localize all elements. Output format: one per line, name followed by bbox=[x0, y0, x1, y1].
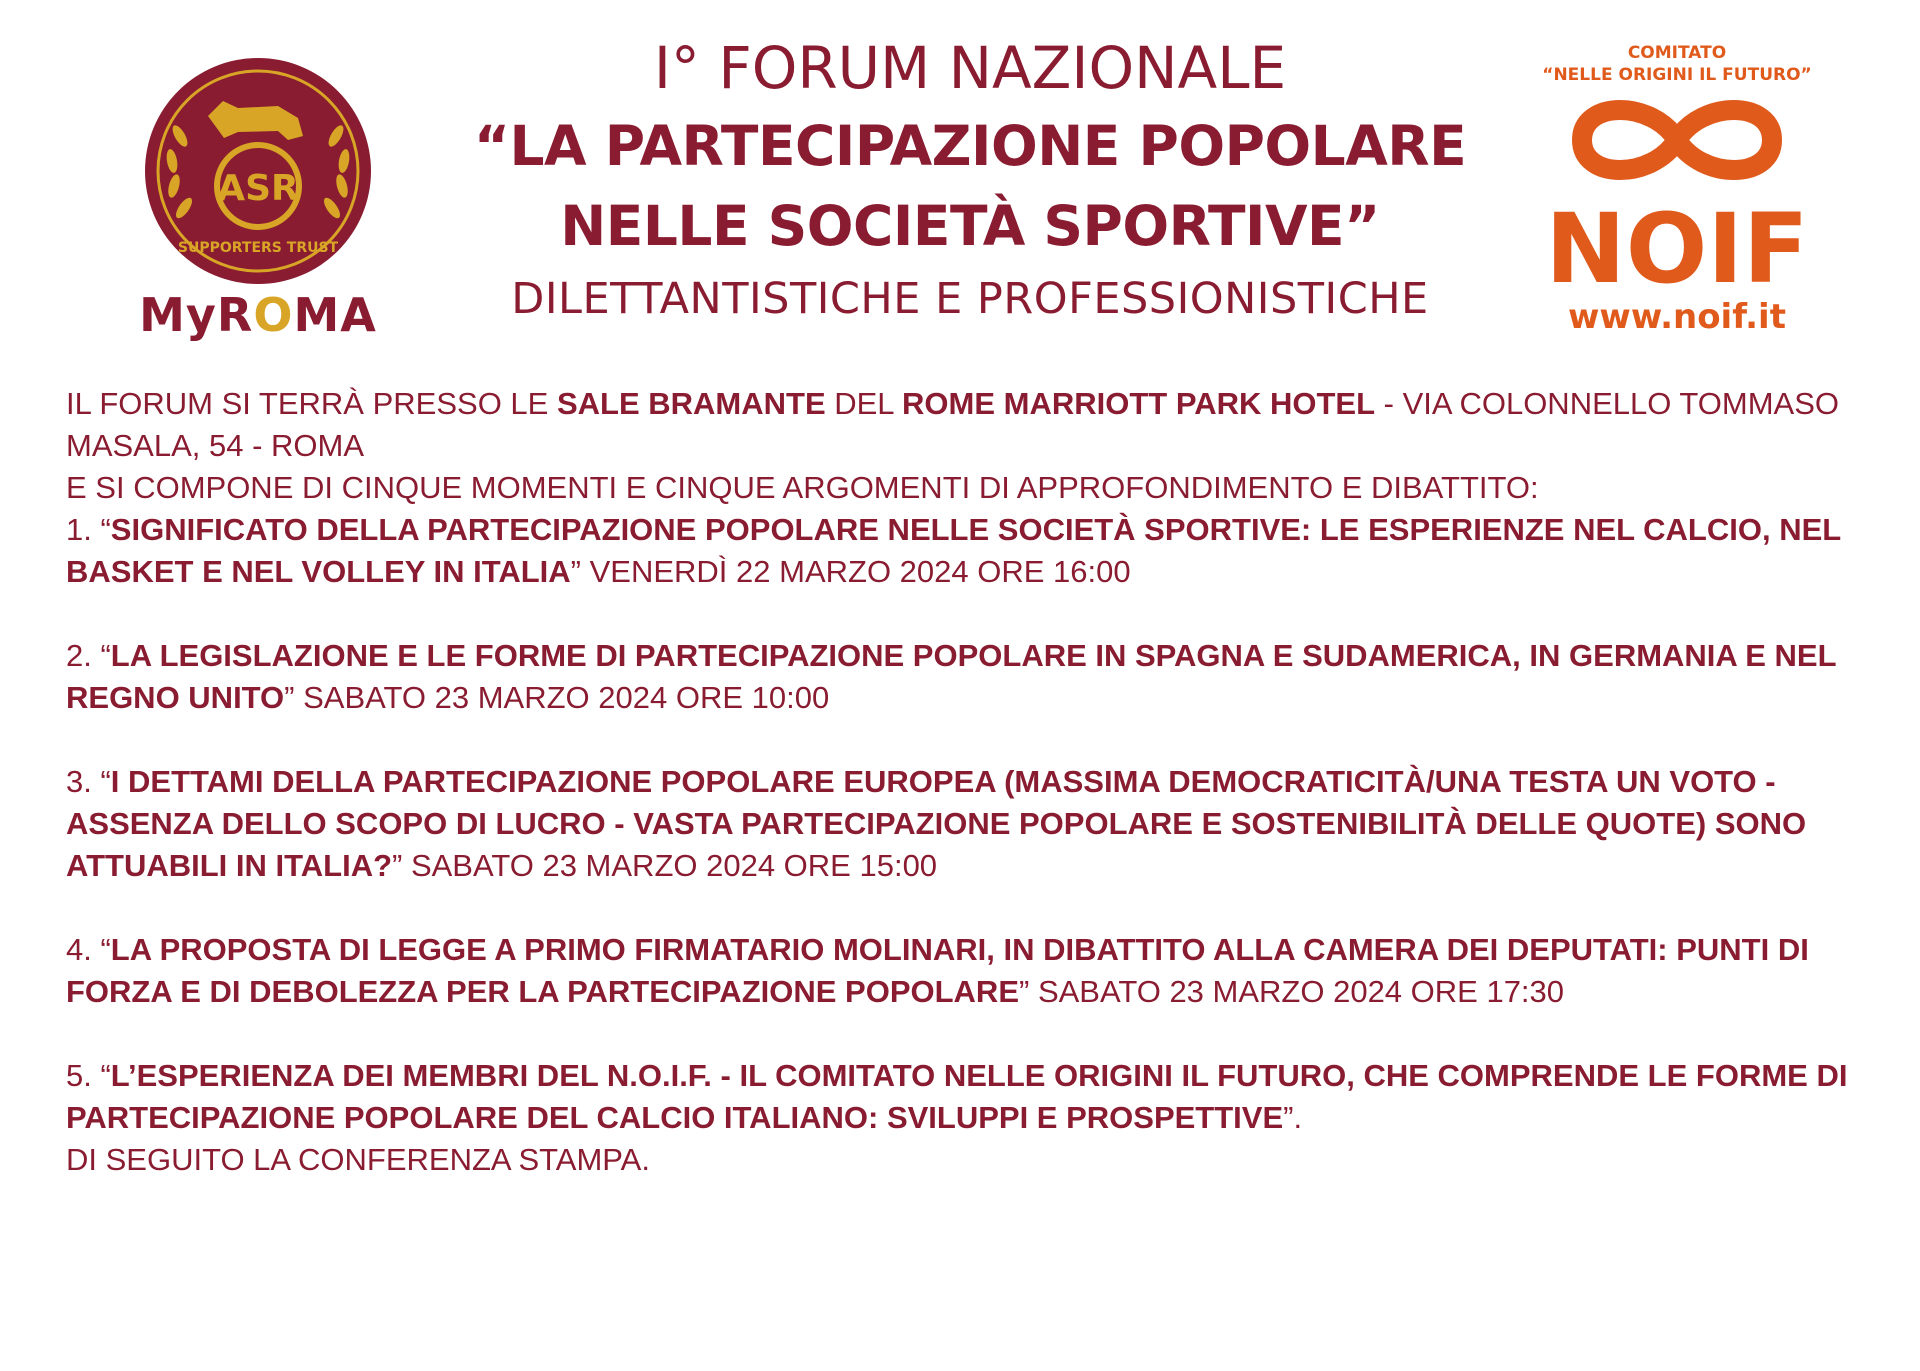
noif-wordmark: NOIF bbox=[1545, 193, 1809, 305]
myroma-logo bbox=[128, 56, 388, 346]
venue-hall: SALE BRAMANTE bbox=[556, 386, 826, 421]
program-intro: E SI COMPONE DI CINQUE MOMENTI E CINQUE ARGOMENTI DI APPROFONDIMENTO E DIBATTITO: bbox=[66, 470, 1539, 505]
program-item-3: 3. “I DETTAMI DELLA PARTECIPAZIONE POPOLARE EUROPEA (MASSIMA DEMOCRATICITÀ/UNA TESTA UN VOTO - ASSENZA DELLO SCOPO DI LUCRO - VASTA PARTECIPAZIONE POPOLARE E SOSTENIBILITÀ DELLE QUOTE) SONO ATTUABILI IN ITALIA?” SABATO 23 MARZO 2024 ORE 15:00 bbox=[66, 764, 1807, 883]
forum-subtitle: DILETTANTISTICHE E PROFESSIONISTICHE bbox=[511, 274, 1429, 324]
closing-note: DI SEGUITO LA CONFERENZA STAMPA. bbox=[66, 1142, 650, 1177]
program-item-title: LA LEGISLAZIONE E LE FORME DI PARTECIPAZIONE POPOLARE IN SPAGNA E SUDAMERICA, IN GERMANIA E NEL REGNO UNITO bbox=[66, 638, 1836, 715]
supporters-trust-text: SUPPORTERS TRUST bbox=[177, 240, 339, 256]
program-item-datetime: SABATO 23 MARZO 2024 ORE 17:30 bbox=[1037, 974, 1565, 1009]
noif-logo bbox=[1522, 42, 1832, 342]
program-item-2: 2. “LA LEGISLAZIONE E LE FORME DI PARTECIPAZIONE POPOLARE IN SPAGNA E SUDAMERICA, IN GERMANIA E NEL REGNO UNITO” SABATO 23 MARZO 2024 ORE 10:00 bbox=[66, 638, 1836, 715]
flyer-header bbox=[0, 0, 1920, 370]
forum-edition-title: I° FORUM NAZIONALE bbox=[653, 34, 1287, 102]
noif-website: www.noif.it bbox=[1568, 297, 1786, 337]
program-item-datetime: VENERDÌ 22 MARZO 2024 ORE 16:00 bbox=[589, 554, 1131, 589]
program-item-title: L’ESPERIENZA DEI MEMBRI DEL N.O.I.F. - IL COMITATO NELLE ORIGINI IL FUTURO, CHE COMPRENDE LE FORME DI PARTECIPAZIONE POPOLARE DEL CALCIO ITALIANO: SVILUPPI E PROSPETTIVE bbox=[66, 1058, 1848, 1135]
noif-comitato-label: COMITATO bbox=[1627, 43, 1727, 63]
program-item-title: SIGNIFICATO DELLA PARTECIPAZIONE POPOLARE NELLE SOCIETÀ SPORTIVE: LE ESPERIENZE NEL CALCIO, NEL BASKET E NEL VOLLEY IN ITALIA bbox=[66, 512, 1841, 589]
program-item-4: 4. “LA PROPOSTA DI LEGGE A PRIMO FIRMATARIO MOLINARI, IN DIBATTITO ALLA CAMERA DEI DEPUTATI: PUNTI DI FORZA E DI DEBOLEZZA PER LA PARTECIPAZIONE POPOLARE” SABATO 23 MARZO 2024 ORE 17:30 bbox=[66, 932, 1809, 1009]
noif-motto: “NELLE ORIGINI IL FUTURO” bbox=[1542, 65, 1812, 85]
myroma-wordmark: MyROMA bbox=[139, 288, 377, 342]
forum-theme-line-1: “LA PARTECIPAZIONE POPOLARE bbox=[473, 114, 1467, 178]
venue-hotel: ROME MARRIOTT PARK HOTEL bbox=[902, 386, 1376, 421]
forum-title-block bbox=[420, 30, 1520, 328]
program-item-title: I DETTAMI DELLA PARTECIPAZIONE POPOLARE EUROPEA (MASSIMA DEMOCRATICITÀ/UNA TESTA UN VOTO - ASSENZA DELLO SCOPO DI LUCRO - VASTA PARTECIPAZIONE POPOLARE E SOSTENIBILITÀ DELLE QUOTE) SONO ATTUABILI IN ITALIA? bbox=[66, 764, 1807, 883]
forum-theme-line-2: NELLE SOCIETÀ SPORTIVE” bbox=[560, 194, 1380, 258]
asr-emblem-text: ASR bbox=[217, 168, 299, 209]
asr-supporters-trust-emblem bbox=[128, 56, 388, 286]
infinity-icon bbox=[1562, 86, 1792, 194]
program-item-datetime: SABATO 23 MARZO 2024 ORE 15:00 bbox=[410, 848, 938, 883]
program-item-datetime: SABATO 23 MARZO 2024 ORE 10:00 bbox=[303, 680, 830, 715]
forum-program bbox=[66, 383, 1866, 1181]
venue-paragraph: IL FORUM SI TERRÀ PRESSO LE SALE BRAMANTE DEL ROME MARRIOTT PARK HOTEL - VIA COLONNELLO TOMMASO MASALA, 54 - ROMA bbox=[66, 386, 1840, 463]
program-item-title: LA PROPOSTA DI LEGGE A PRIMO FIRMATARIO MOLINARI, IN DIBATTITO ALLA CAMERA DEI DEPUTATI: PUNTI DI FORZA E DI DEBOLEZZA PER LA PARTECIPAZIONE POPOLARE bbox=[66, 932, 1809, 1009]
program-item-1: 1. “SIGNIFICATO DELLA PARTECIPAZIONE POPOLARE NELLE SOCIETÀ SPORTIVE: LE ESPERIENZE NEL CALCIO, NEL BASKET E NEL VOLLEY IN ITALIA” VENERDÌ 22 MARZO 2024 ORE 16:00 bbox=[66, 512, 1841, 589]
program-item-5: 5. “L’ESPERIENZA DEI MEMBRI DEL N.O.I.F. - IL COMITATO NELLE ORIGINI IL FUTURO, CHE COMPRENDE LE FORME DI PARTECIPAZIONE POPOLARE DEL CALCIO ITALIANO: SVILUPPI E PROSPETTIVE”. bbox=[66, 1058, 1848, 1135]
